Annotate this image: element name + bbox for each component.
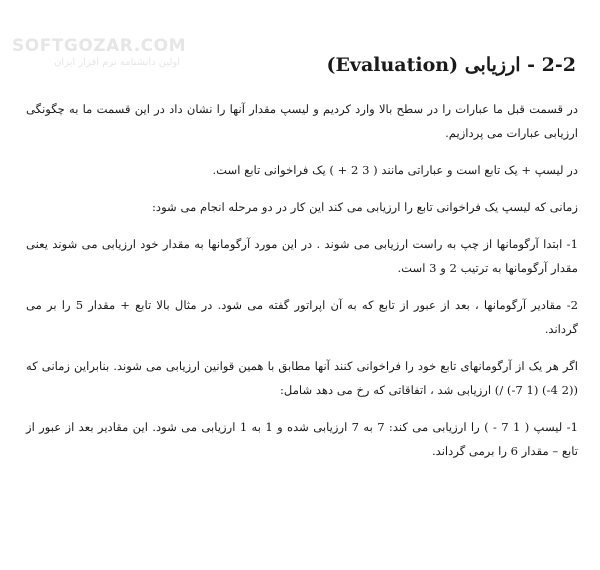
watermark-site-name: SOFTGOZAR.COM bbox=[12, 36, 187, 56]
document-page bbox=[26, 54, 578, 476]
paragraph-intro: در قسمت قبل ما عبارات را در سطح بالا وارد کردیم و لیسپ مقدار آنها را نشان داد در این قسمت ما به چگونگی ارزیابی عبارات می پردازیم. bbox=[26, 102, 578, 140]
paragraph-nested-step-1: 1- لیسپ ( 1 7 - ) را ارزیابی می کند: 7 به 7 ارزیابی شده و 1 به 1 ارزیابی می شود. این مقادیر بعد از عبور از تابع – مقدار 6 را برمی گرداند. bbox=[26, 420, 578, 458]
paragraph-step-2: 2- مقادیر آرگومانها ، بعد از عبور از تابع که به آن اپراتور گفته می شود. در مثال بالا تابع + مقدار 5 را بر می گرداند. bbox=[26, 298, 579, 336]
watermark-tagline: اولین دانشنامه نرم افزار ایران bbox=[53, 57, 181, 68]
section-heading: 2-2 - ارزیابی (Evaluation) bbox=[326, 54, 576, 76]
paragraph-function-call: در لیسپ + یک تابع است و عباراتی مانند ( 3 2 + ) یک فراخوانی تابع است. bbox=[212, 163, 578, 177]
paragraph-step-1: 1- ابتدا آرگومانها از چپ به راست ارزیابی می شوند . در این مورد آرگومانها به مقدار خود ارزیابی می شوند یعنی مقدار آرگومانها به ترتیب 2 و 3 است. bbox=[26, 237, 578, 275]
paragraph-two-steps: زمانی که لیسپ یک فراخوانی تابع را ارزیابی می کند این کار در دو مرحله انجام می شود: bbox=[152, 200, 578, 214]
paragraph-nested-calls: اگر هر یک از آرگومانهای تابع خود را فراخوانی کنند آنها مطابق با همین قوانین ارزیابی می شوند. بنابراین زمانی که ((2 4-) (1 7-) /) ارزیابی شد ، اتفاقاتی که رخ می دهد شامل: bbox=[26, 359, 578, 397]
